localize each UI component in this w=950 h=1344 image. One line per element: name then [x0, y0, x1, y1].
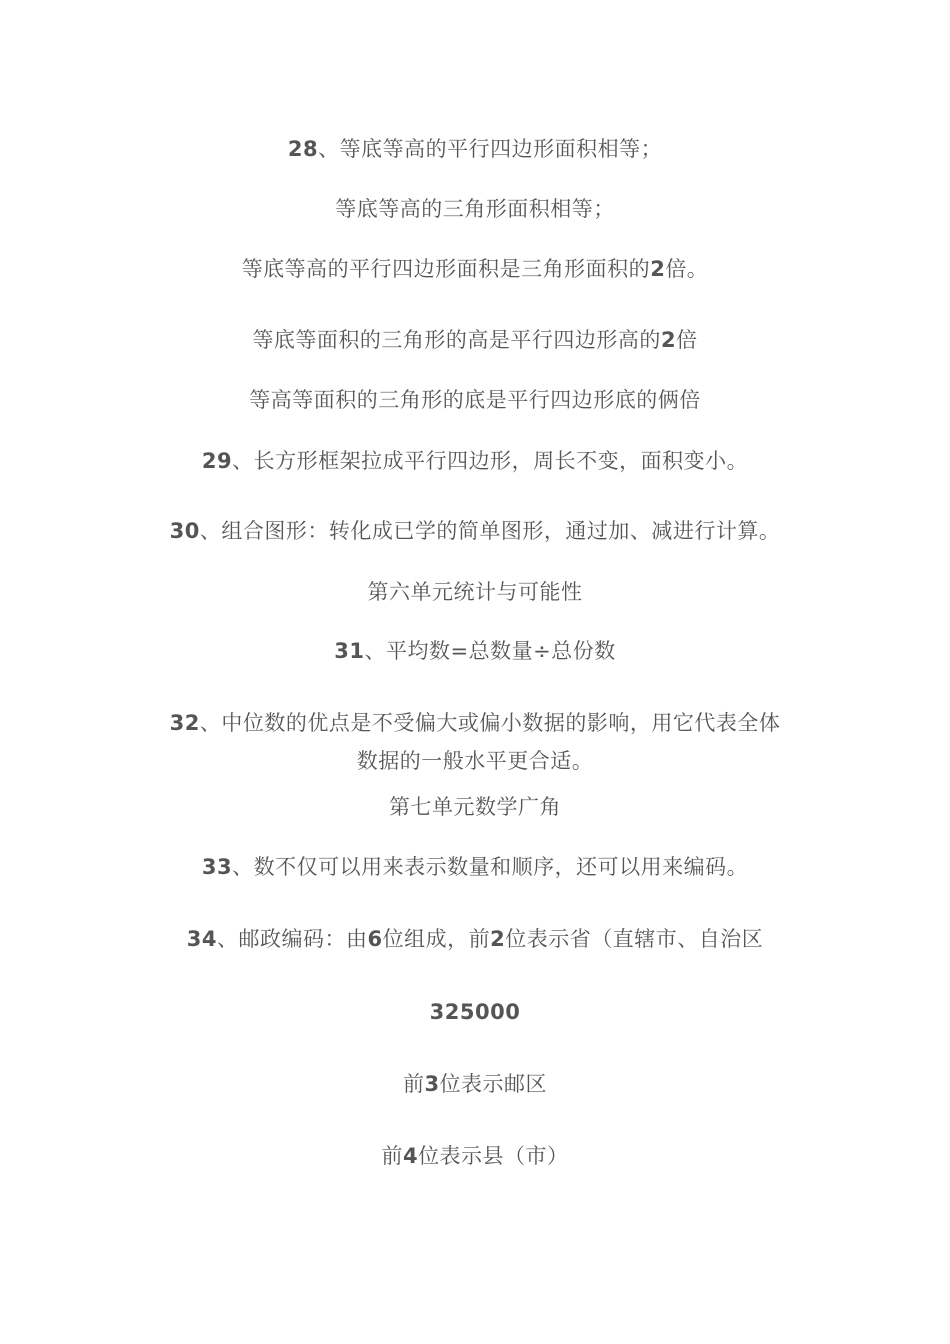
inline-number: 3: [424, 1072, 440, 1096]
unit-heading-7: [0, 792, 950, 822]
line-text: 倍: [676, 328, 698, 352]
text-line: [0, 1141, 950, 1171]
text-line: [0, 194, 950, 224]
line-text: 、邮政编码：由: [216, 927, 368, 951]
line-text: 倍。: [665, 257, 709, 281]
text-line: [0, 385, 950, 415]
text-line: [0, 254, 950, 284]
line-text: 位表示省（直辖市、自治区: [505, 927, 764, 951]
line-text: 、数不仅可以用来表示数量和顺序，还可以用来编码。: [232, 855, 749, 879]
inline-number: 4: [402, 1144, 419, 1168]
line-text: 前: [402, 1072, 425, 1096]
text-line: [0, 746, 950, 776]
inline-number: 2: [650, 257, 666, 281]
heading-text: 第七单元数学广角: [389, 795, 561, 819]
item-number: 33: [201, 855, 233, 879]
item-number: 29: [201, 449, 233, 473]
unit-heading-6: [0, 577, 950, 607]
inline-number: 2: [660, 328, 677, 352]
text-line-28: [0, 134, 950, 164]
heading-text: 第六单元统计与可能性: [367, 580, 583, 604]
line-text: 等底等高的三角形面积相等；: [335, 197, 615, 221]
line-text: 、平均数=总数量÷总份数: [364, 639, 616, 663]
text-line-32: [0, 708, 950, 738]
item-number: 28: [287, 137, 319, 161]
text-line: [0, 325, 950, 355]
line-text: 等高等面积的三角形的底是平行四边形底的俩倍: [249, 388, 701, 412]
line-text: 前: [381, 1144, 403, 1168]
line-text: 位组成，前: [382, 927, 491, 951]
text-line: [0, 1069, 950, 1099]
item-number: 30: [169, 519, 200, 543]
postal-code: 325000: [429, 1000, 521, 1024]
inline-number: 2: [490, 927, 506, 951]
text-line-29: [0, 446, 950, 476]
line-text: 等底等面积的三角形的高是平行四边形高的: [252, 328, 661, 352]
line-text: 、长方形框架拉成平行四边形，周长不变，面积变小。: [232, 449, 749, 473]
inline-number: 6: [367, 927, 383, 951]
line-text: 数据的一般水平更合适。: [356, 749, 594, 773]
item-number: 31: [334, 639, 365, 663]
line-text: 等底等高的平行四边形面积是三角形面积的: [241, 257, 651, 281]
line-text: 、等底等高的平行四边形面积相等；: [318, 137, 663, 161]
postal-code-example: [0, 997, 950, 1027]
line-text: 位表示邮区: [439, 1072, 548, 1096]
line-text: 位表示县（市）: [418, 1144, 569, 1168]
item-number: 32: [169, 711, 200, 735]
text-line-31: [0, 636, 950, 666]
text-line-33: [0, 852, 950, 882]
text-line-30: [0, 516, 950, 546]
text-line-34: [0, 924, 950, 954]
line-text: 、中位数的优点是不受偏大或偏小数据的影响，用它代表全体: [199, 711, 781, 735]
item-number: 34: [186, 927, 217, 951]
line-text: 、组合图形：转化成已学的简单图形，通过加、减进行计算。: [199, 519, 781, 543]
